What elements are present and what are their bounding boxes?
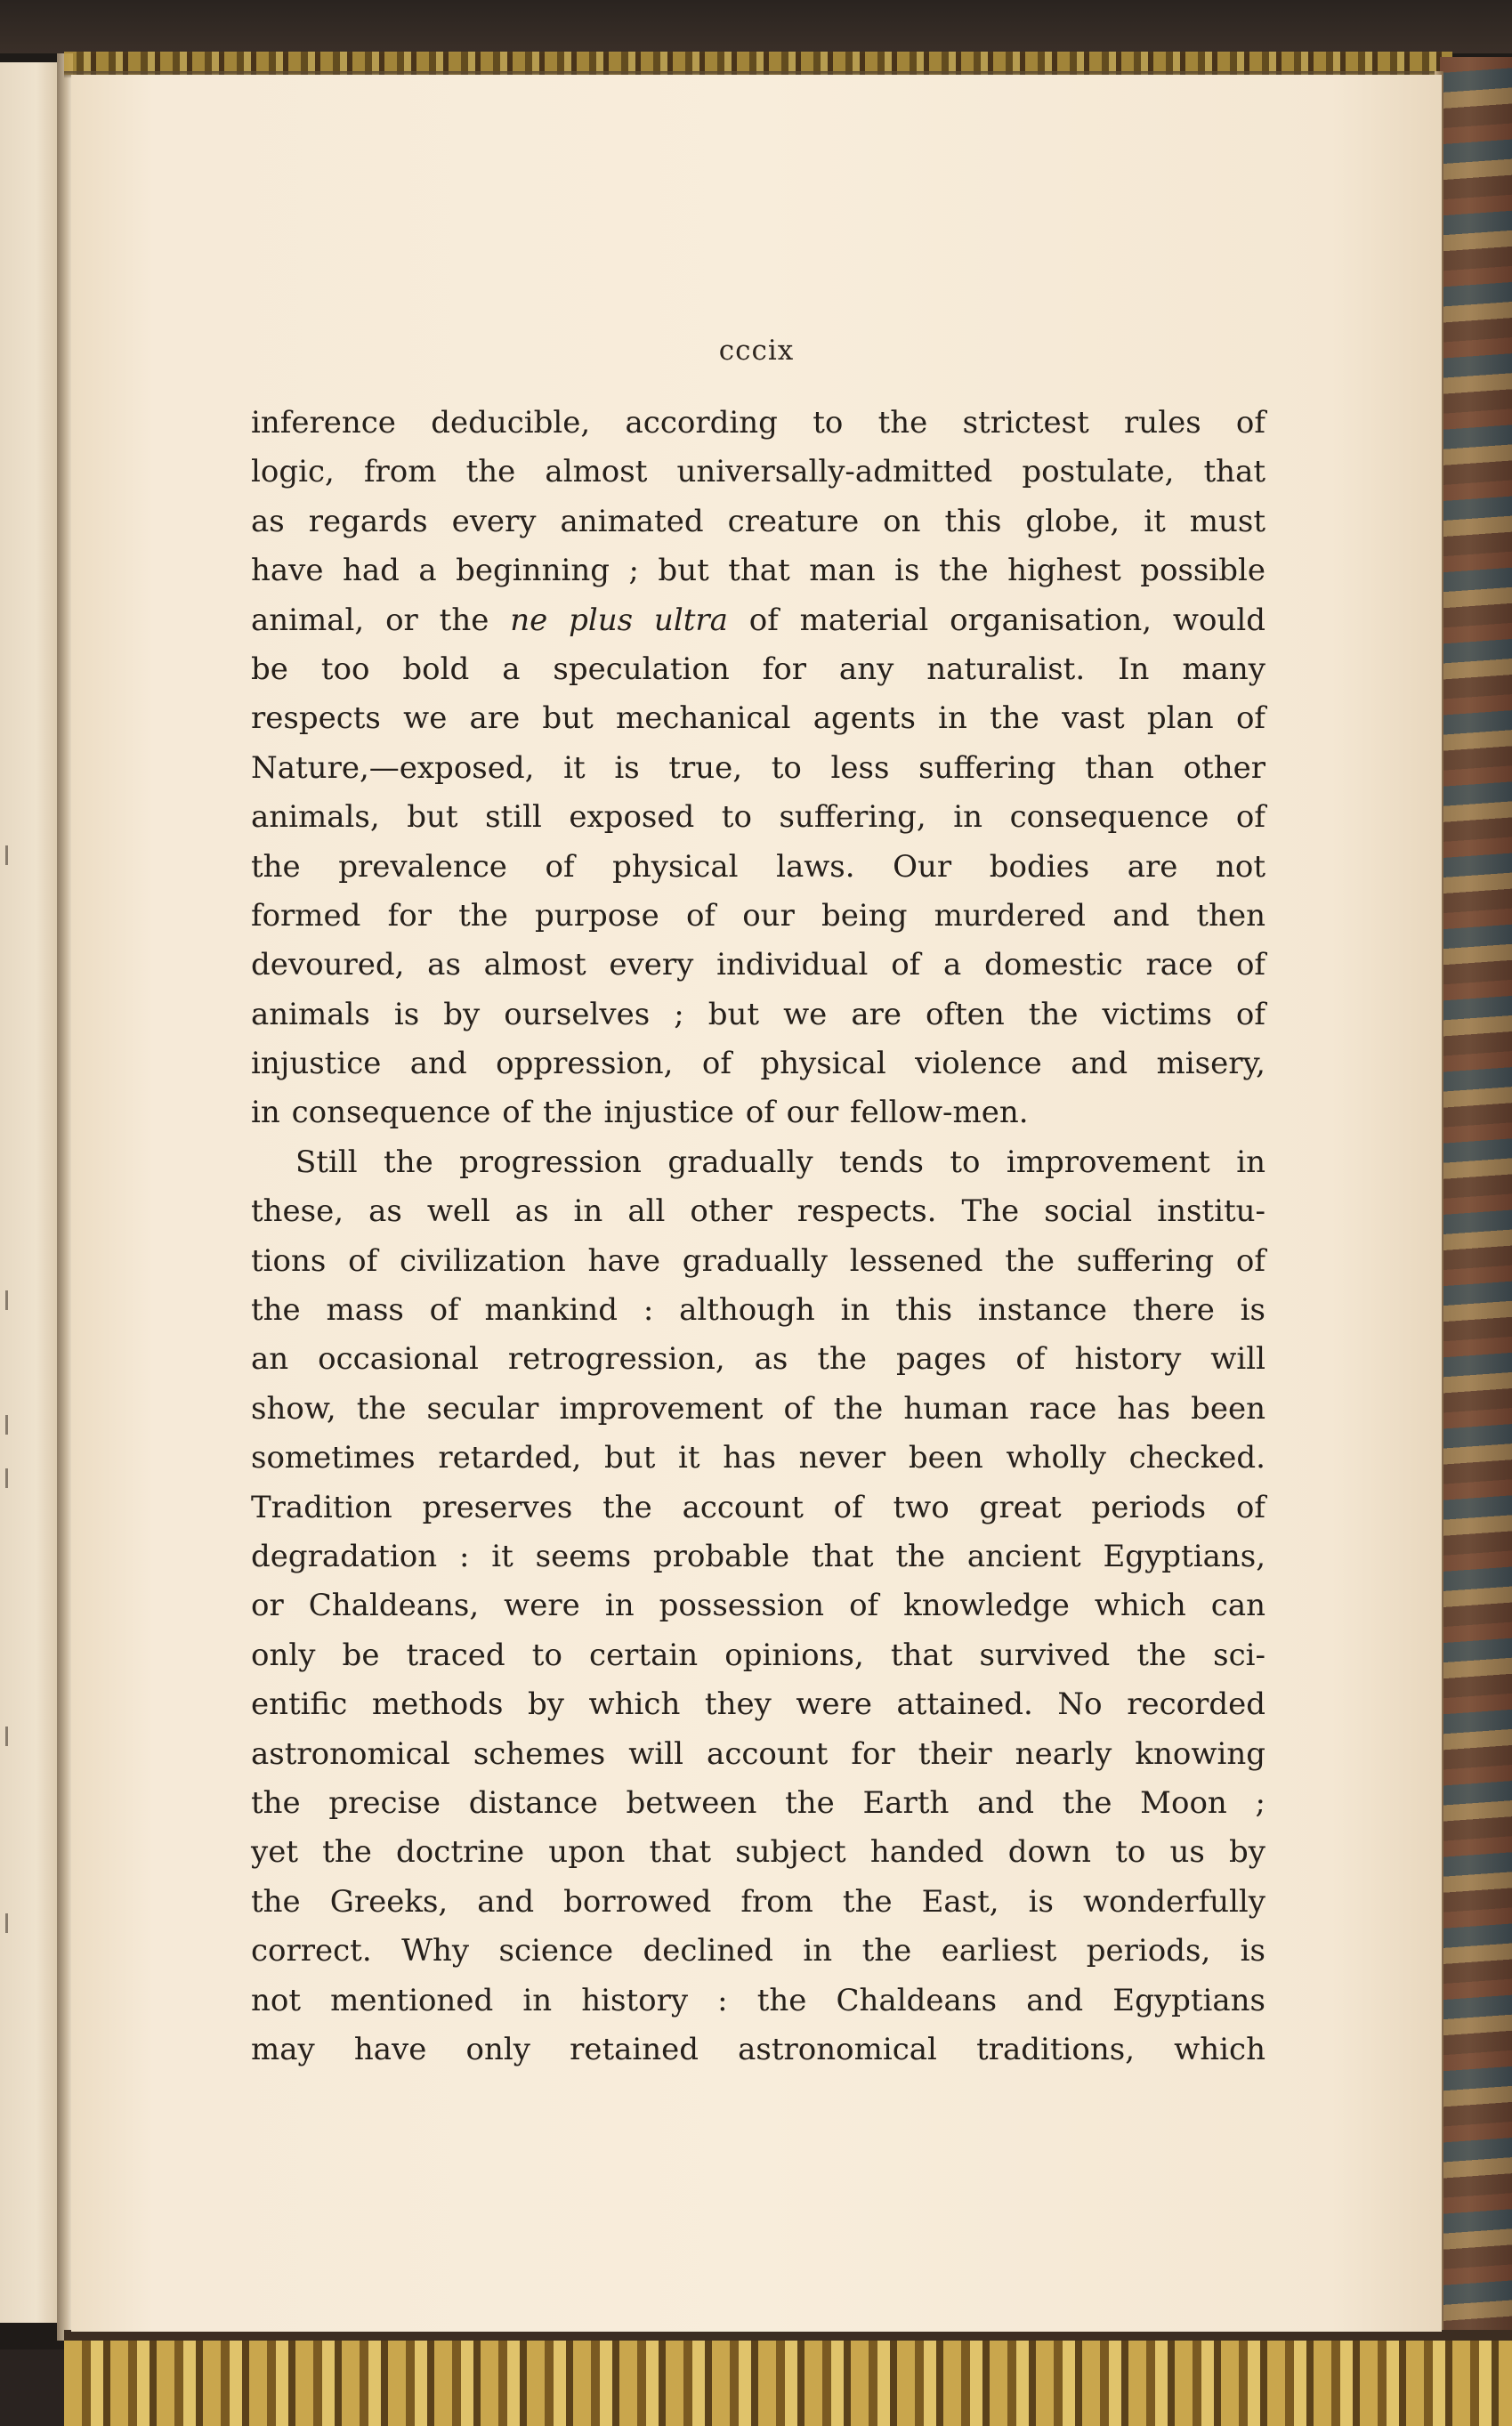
text-line bbox=[251, 596, 1265, 645]
text-line: the mass of mankind : although in this instance there is bbox=[251, 1292, 1265, 1329]
text-line: injustice and oppression, of physical violence and misery, bbox=[251, 1046, 1265, 1082]
text-line: only be traced to certain opinions, that survived the sci- bbox=[251, 1637, 1265, 1673]
text-segment: animal, or the bbox=[251, 602, 511, 638]
book-page bbox=[71, 75, 1442, 2332]
paragraph-end-line: in consequence of the injustice of our fellow-men. bbox=[251, 1095, 1029, 1131]
text-line: the Greeks, and borrowed from the East, is wonderfully bbox=[251, 1883, 1265, 1920]
text-line: the precise distance between the Earth and the Moon ; bbox=[251, 1784, 1265, 1821]
facing-page-fragment bbox=[5, 1415, 20, 1435]
text-line: be too bold a speculation for any naturalist. In many bbox=[251, 651, 1265, 687]
text-line: tions of civilization have gradually lessened the suffering of bbox=[251, 1242, 1265, 1279]
text-line: the prevalence of physical laws. Our bodies are not bbox=[251, 848, 1265, 885]
text-line: correct. Why science declined in the earliest periods, is bbox=[251, 1933, 1265, 1969]
text-line: Tradition preserves the account of two great periods of bbox=[251, 1489, 1265, 1525]
scan-background bbox=[0, 0, 1512, 53]
text-line: inference deducible, according to the strictest rules of bbox=[251, 405, 1265, 441]
text-line: respects we are but mechanical agents in the vast plan of bbox=[251, 700, 1265, 737]
text-line: formed for the purpose of our being murdered and then bbox=[251, 897, 1265, 934]
latin-phrase: ne plus ultra bbox=[510, 602, 728, 638]
facing-page-fragment bbox=[5, 1290, 20, 1310]
bottom-corner-shadow bbox=[0, 2349, 64, 2426]
text-line: an occasional retrogression, as the pages of history will bbox=[251, 1341, 1265, 1378]
text-line: as regards every animated creature on this globe, it must bbox=[251, 503, 1265, 539]
text-segment: of material organisation, would bbox=[727, 602, 1266, 638]
text-line: degradation : it seems probable that the ancient Egyptians, bbox=[251, 1538, 1265, 1574]
text-line: logic, from the almost universally-admitted postulate, that bbox=[251, 454, 1265, 490]
text-line: sometimes retarded, but it has never been wholly checked. bbox=[251, 1440, 1265, 1476]
text-line: yet the doctrine upon that subject handed down to us by bbox=[251, 1834, 1265, 1871]
marbled-fore-edge bbox=[1440, 57, 1512, 2335]
text-line: animals is by ourselves ; but we are often the victims of bbox=[251, 996, 1265, 1032]
text-line: Nature,—exposed, it is true, to less suffering than other bbox=[251, 749, 1265, 786]
text-line: astronomical schemes will account for their nearly knowing bbox=[251, 1735, 1265, 1772]
text-line: show, the secular improvement of the human race has been bbox=[251, 1390, 1265, 1427]
text-line: entific methods by which they were attained. No recorded bbox=[251, 1686, 1265, 1723]
facing-page-fragment bbox=[5, 845, 20, 865]
facing-page-edge bbox=[0, 62, 61, 2323]
paragraph-start-line: Still the progression gradually tends to improvement in bbox=[295, 1144, 1265, 1180]
text-line: have had a beginning ; but that man is the highest possible bbox=[251, 553, 1265, 589]
text-line: these, as well as in all other respects. The social institu- bbox=[251, 1193, 1265, 1230]
text-line: may have only retained astronomical traditions, which bbox=[251, 2031, 1265, 2067]
facing-page-fragment bbox=[5, 1468, 20, 1488]
text-line: or Chaldeans, were in possession of knowledge which can bbox=[251, 1588, 1265, 1624]
body-text bbox=[251, 399, 1265, 2074]
text-line: devoured, as almost every individual of a domestic race of bbox=[251, 947, 1265, 983]
facing-page-fragment bbox=[5, 1727, 20, 1746]
facing-page-fragment bbox=[5, 1913, 20, 1933]
text-line: animals, but still exposed to suffering, in consequence of bbox=[251, 799, 1265, 836]
page-number: cccix bbox=[718, 335, 795, 367]
text-line: not mentioned in history : the Chaldeans and Egyptians bbox=[251, 1982, 1265, 2018]
bottom-gilt-edge bbox=[64, 2330, 1512, 2426]
